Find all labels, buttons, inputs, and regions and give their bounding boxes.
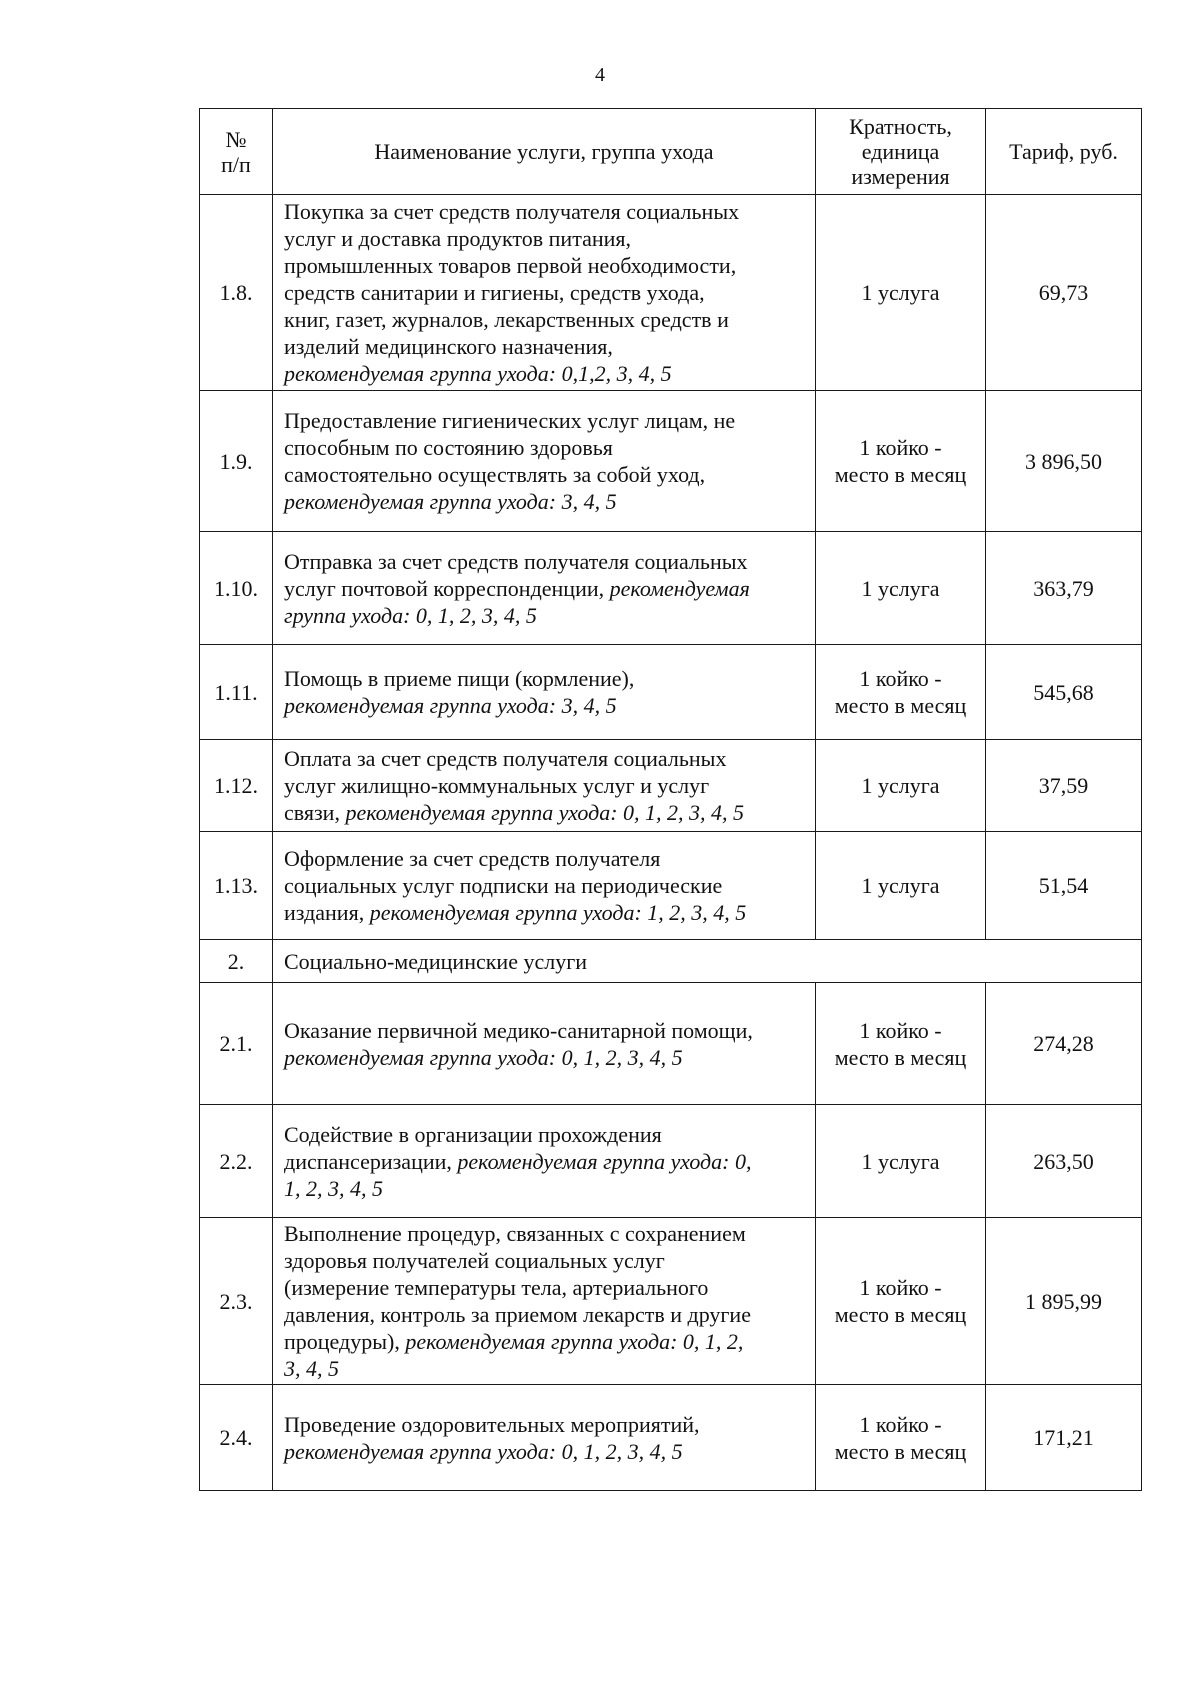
unit-line: место в месяц xyxy=(834,693,967,718)
table-row xyxy=(200,1385,1142,1491)
unit-of-measure xyxy=(816,1218,986,1385)
row-num: 2.1. xyxy=(200,983,273,1105)
section-title: Социально-медицинские услуги xyxy=(273,940,1142,983)
tariff-value: 51,54 xyxy=(986,832,1142,940)
table-row xyxy=(200,740,1142,832)
service-name-line: средств санитарии и гигиены, средств ухода, xyxy=(284,280,705,305)
service-name-line: способным по состоянию здоровья xyxy=(284,435,613,460)
service-name-line: давления, контроль за приемом лекарств и другие xyxy=(284,1302,751,1327)
header-name: Наименование услуги, группа ухода xyxy=(273,109,816,195)
service-name-line: Покупка за счет средств получателя социальных xyxy=(284,199,740,224)
table-row xyxy=(200,645,1142,740)
service-name-line: промышленных товаров первой необходимости, xyxy=(284,253,737,278)
row-num: 2.4. xyxy=(200,1385,273,1491)
service-name-line: изделий медицинского назначения, xyxy=(284,334,613,359)
care-group-recommendation: рекомендуемая группа ухода: 3, 4, 5 xyxy=(284,489,617,514)
care-group-recommendation: рекомендуемая группа ухода: 0, xyxy=(457,1148,752,1174)
unit-line: 1 койко - xyxy=(859,1275,942,1300)
service-name-mixed-line xyxy=(284,575,809,602)
service-name xyxy=(273,983,816,1105)
row-num: 1.10. xyxy=(200,532,273,645)
service-name xyxy=(273,195,816,391)
service-name-mixed-line xyxy=(284,1328,809,1355)
unit-of-measure xyxy=(816,740,986,832)
service-name-line: услуг и доставка продуктов питания, xyxy=(284,226,632,251)
row-num: 2.3. xyxy=(200,1218,273,1385)
unit-of-measure xyxy=(816,1385,986,1491)
service-name-line: Оплата за счет средств получателя социальных xyxy=(284,746,727,771)
care-group-recommendation: 3, 4, 5 xyxy=(284,1356,339,1381)
tariff-value: 263,50 xyxy=(986,1105,1142,1218)
service-name xyxy=(273,645,816,740)
row-num: 1.13. xyxy=(200,832,273,940)
service-name xyxy=(273,1385,816,1491)
service-name xyxy=(273,1105,816,1218)
header-unit-line: измерения xyxy=(851,164,950,189)
table-body xyxy=(200,195,1142,1491)
unit-line: 1 услуга xyxy=(861,873,940,898)
unit-of-measure xyxy=(816,645,986,740)
unit-line: 1 услуга xyxy=(861,773,940,798)
header-num-line: № xyxy=(225,126,247,152)
care-group-recommendation: рекомендуемая группа ухода: 0, 1, 2, xyxy=(405,1329,744,1354)
table-row xyxy=(200,832,1142,940)
header-unit-line: единица xyxy=(861,139,940,164)
header-unit-line: Кратность, xyxy=(849,114,952,139)
service-name-line: Содействие в организации прохождения xyxy=(284,1121,662,1147)
care-group-recommendation: рекомендуемая группа ухода: 0, 1, 2, 3, 4, 5 xyxy=(345,800,745,825)
header-unit xyxy=(816,109,986,195)
service-name xyxy=(273,832,816,940)
unit-line: место в месяц xyxy=(834,1044,967,1070)
page-number: 4 xyxy=(595,64,605,86)
unit-of-measure xyxy=(816,391,986,532)
table-row xyxy=(200,1218,1142,1385)
header-num-line: п/п xyxy=(221,151,251,177)
service-name-line: Помощь в приеме пищи (кормление), xyxy=(284,666,635,691)
care-group-recommendation: 1, 2, 3, 4, 5 xyxy=(284,1175,383,1201)
unit-of-measure xyxy=(816,1105,986,1218)
service-name-mixed-line xyxy=(284,899,809,926)
unit-line: место в месяц xyxy=(834,1438,967,1464)
service-name-text: связи, xyxy=(284,800,346,825)
care-group-recommendation: рекомендуемая xyxy=(609,575,750,601)
service-name-line: Проведение оздоровительных мероприятий, xyxy=(284,1411,700,1437)
tariff-value: 37,59 xyxy=(986,740,1142,832)
unit-of-measure xyxy=(816,983,986,1105)
table-row xyxy=(200,983,1142,1105)
tariff-value: 1 895,99 xyxy=(986,1218,1142,1385)
tariff-value: 171,21 xyxy=(986,1385,1142,1491)
care-group-recommendation: рекомендуемая группа ухода: 0, 1, 2, 3, 4, 5 xyxy=(284,1438,683,1464)
care-group-recommendation: рекомендуемая группа ухода: 3, 4, 5 xyxy=(284,693,617,718)
row-num: 1.12. xyxy=(200,740,273,832)
service-name-line: Оформление за счет средств получателя xyxy=(284,846,661,871)
tariff-value: 69,73 xyxy=(986,195,1142,391)
header-tariff: Тариф, руб. xyxy=(986,109,1142,195)
service-name-line: Выполнение процедур, связанных с сохранением xyxy=(284,1221,746,1246)
tariff-value: 363,79 xyxy=(986,532,1142,645)
tariff-value: 3 896,50 xyxy=(986,391,1142,532)
service-name-mixed-line xyxy=(284,1148,809,1175)
tariff-table xyxy=(199,108,1142,1491)
unit-line: 1 койко - xyxy=(859,666,942,691)
row-num: 1.9. xyxy=(200,391,273,532)
service-name-line: услуг жилищно-коммунальных услуг и услуг xyxy=(284,773,710,798)
service-name-text: услуг почтовой корреспонденции, xyxy=(284,575,610,601)
care-group-recommendation: рекомендуемая группа ухода: 0, 1, 2, 3, 4, 5 xyxy=(284,1044,683,1070)
unit-line: 1 койко - xyxy=(859,1017,942,1043)
unit-line: 1 услуга xyxy=(861,1148,940,1174)
service-name xyxy=(273,1218,816,1385)
unit-line: 1 услуга xyxy=(861,280,940,305)
care-group-recommendation: рекомендуемая группа ухода: 1, 2, 3, 4, 5 xyxy=(369,900,747,925)
unit-line: место в месяц xyxy=(834,462,967,487)
service-name-text: диспансеризации, xyxy=(284,1148,458,1174)
section-row xyxy=(200,940,1142,983)
service-name-text: процедуры), xyxy=(284,1329,406,1354)
tariff-value: 545,68 xyxy=(986,645,1142,740)
row-num: 2.2. xyxy=(200,1105,273,1218)
table-row xyxy=(200,195,1142,391)
table-header-row xyxy=(200,109,1142,195)
unit-line: 1 койко - xyxy=(859,1411,942,1437)
table-row xyxy=(200,532,1142,645)
service-name-line: Отправка за счет средств получателя социальных xyxy=(284,548,748,574)
service-name-line: (измерение температуры тела, артериального xyxy=(284,1275,709,1300)
service-name xyxy=(273,532,816,645)
service-name-line: книг, газет, журналов, лекарственных средств и xyxy=(284,307,729,332)
care-group-recommendation: группа ухода: 0, 1, 2, 3, 4, 5 xyxy=(284,602,537,628)
service-name-line: Оказание первичной медико-санитарной помощи, xyxy=(284,1017,753,1043)
table-row xyxy=(200,1105,1142,1218)
service-name xyxy=(273,740,816,832)
service-name-line: социальных услуг подписки на периодические xyxy=(284,873,723,898)
service-name-text: издания, xyxy=(284,900,370,925)
section-num: 2. xyxy=(200,940,273,983)
unit-of-measure xyxy=(816,532,986,645)
service-name-line: самостоятельно осуществлять за собой уход, xyxy=(284,462,706,487)
header-num xyxy=(200,109,273,195)
care-group-recommendation: рекомендуемая группа ухода: 0,1,2, 3, 4, 5 xyxy=(284,361,672,386)
service-name-mixed-line xyxy=(284,799,809,826)
unit-line: 1 услуга xyxy=(861,575,940,601)
row-num: 1.11. xyxy=(200,645,273,740)
row-num: 1.8. xyxy=(200,195,273,391)
tariff-value: 274,28 xyxy=(986,983,1142,1105)
service-name-line: Предоставление гигиенических услуг лицам, не xyxy=(284,408,736,433)
service-name xyxy=(273,391,816,532)
service-name-line: здоровья получателей социальных услуг xyxy=(284,1248,665,1273)
unit-line: 1 койко - xyxy=(859,435,942,460)
unit-of-measure xyxy=(816,195,986,391)
unit-line: место в месяц xyxy=(834,1302,967,1327)
table-row xyxy=(200,391,1142,532)
unit-of-measure xyxy=(816,832,986,940)
